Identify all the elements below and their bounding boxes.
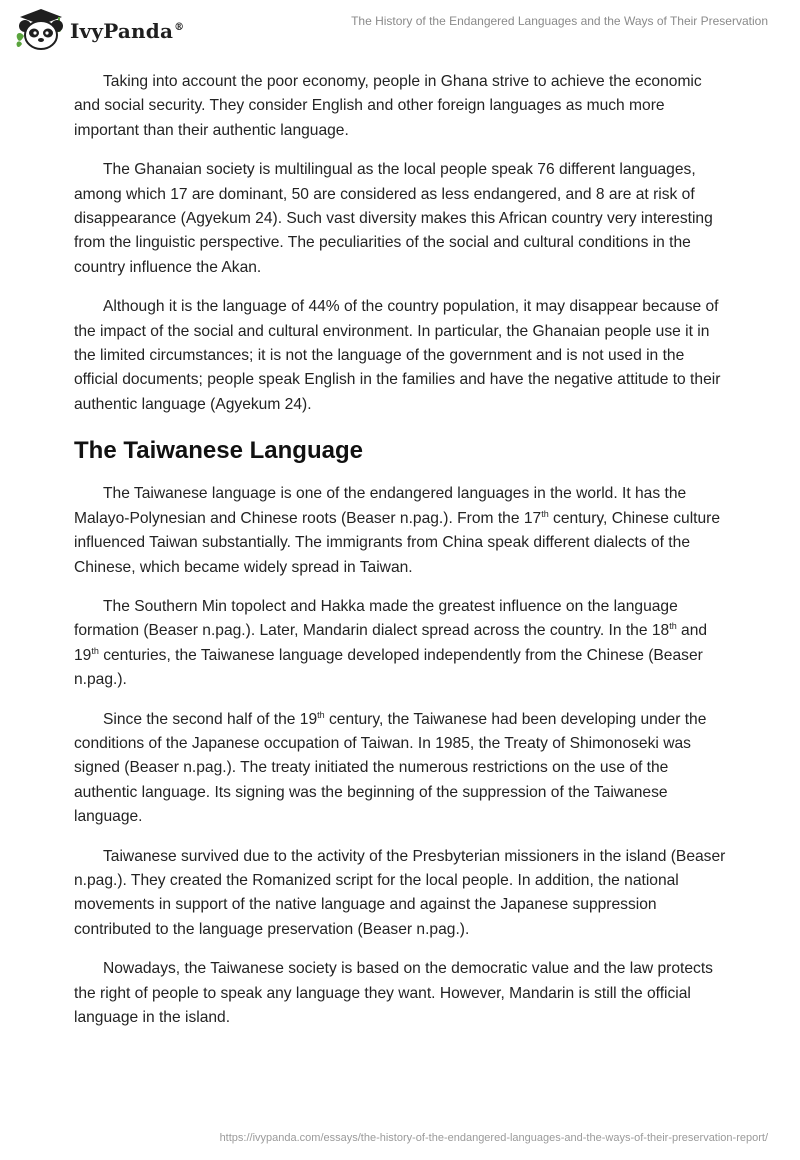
ivypanda-logo[interactable] — [14, 6, 184, 52]
paragraph-6: Since the second half of the 19th century, the Taiwanese had been developing under the conditions of the Japanese occupation of Taiwan. In 1985, the Treaty of Shimonoseki was signed (Beaser n.pag.). The treaty initiated the numerous restrictions on the use of the authentic language. Its signing was the beginning of the suppression of the Taiwanese language. — [74, 709, 707, 826]
paragraph-2: The Ghanaian society is multilingual as the local people speak 76 different languages, among which 17 are dominant, 50 are considered as less endangered, and 8 are at risk of disappearance (Agyekum 24). Such vast diversity makes this African country very interesting from the linguistic perspective. The peculiarities of the social and cultural conditions in the country influence the Akan. — [74, 161, 713, 276]
paragraph-1: Taking into account the poor economy, people in Ghana strive to achieve the economic and social security. They consider English and other foreign languages as much more important than their authentic language. — [74, 73, 702, 139]
paragraph-7: Taiwanese survived due to the activity of the Presbyterian missioners in the island (Beaser n.pag.). They created the Romanized script for the local people. In addition, the national movements in support of the native language and against the Japanese suppression contributed to the language preservation (Beaser n.pag.). — [74, 847, 726, 938]
section-heading: The Taiwanese Language — [74, 437, 363, 465]
paragraph-5: The Southern Min topolect and Hakka made the greatest influence on the language formation (Beaser n.pag.). Later, Mandarin dialect spread across the country. In the 18th and 19th centuries, the Taiwanese language developed independently from the Chinese (Beaser n.pag.). — [74, 597, 708, 689]
brand-name: IvyPanda® — [70, 19, 185, 43]
registered-mark: ® — [174, 22, 185, 34]
page-header — [0, 0, 800, 60]
source-url[interactable]: https://ivypanda.com/essays/the-history-of-the-endangered-languages-and-the-ways-of-their-preservation-report/ — [219, 1132, 768, 1144]
essay-body — [74, 70, 730, 1045]
panda-graduate-icon — [14, 6, 66, 52]
paragraph-4: The Taiwanese language is one of the endangered languages in the world. It has the Malayo-Polynesian and Chinese roots (Beaser n.pag.). From the 17th century, Chinese culture influenced Taiwan substantially. The immigrants from China speak different dialects of the Chinese, which became widely spread in Taiwan. — [74, 485, 721, 576]
paragraph-3: Although it is the language of 44% of the country population, it may disappear because of the impact of the social and cultural environment. In particular, the Ghanaian people use it in the limited circumstances; it is not the language of the government and is not used in the official documents; people speak English in the families and have the negative attitude to their authentic language (Agyekum 24). — [74, 298, 721, 413]
document-title: The History of the Endangered Languages and the Ways of Their Preservation — [351, 14, 768, 28]
paragraph-8: Nowadays, the Taiwanese society is based on the democratic value and the law protects the right of people to speak any language they want. However, Mandarin is still the official language in the island. — [74, 960, 713, 1026]
